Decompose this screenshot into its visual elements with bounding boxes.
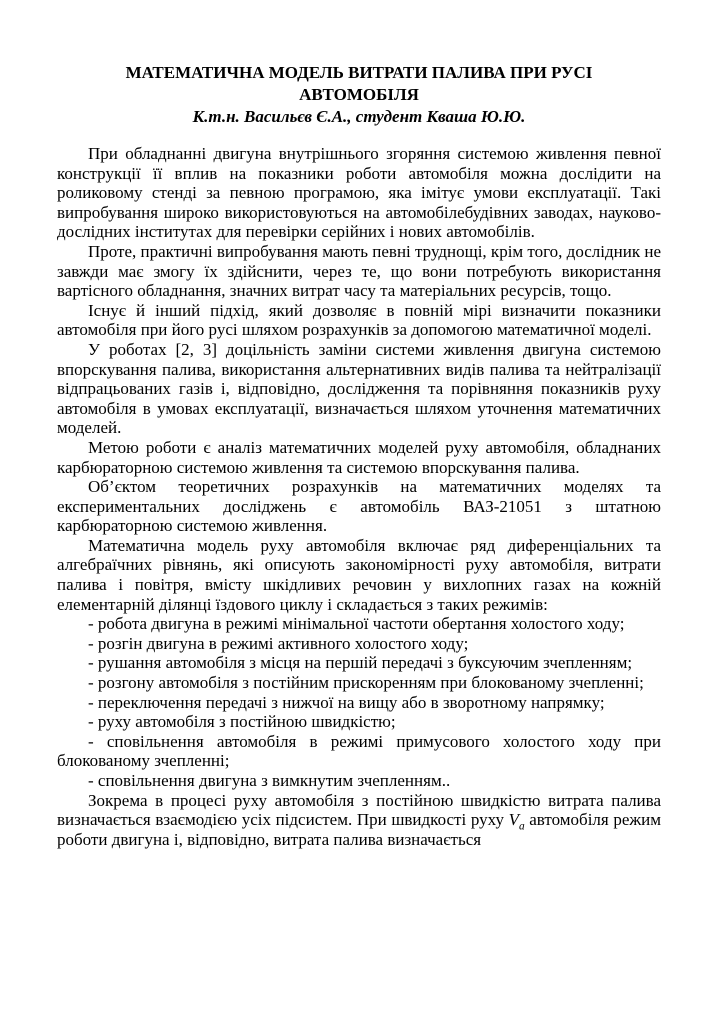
list-item-mode-8: - сповільнення двигуна з вимкнутим зчепленням..	[88, 771, 451, 790]
document-title: МАТЕМАТИЧНА МОДЕЛЬ ВИТРАТИ ПАЛИВА ПРИ РУСІ АВТОМОБІЛЯ	[125, 63, 593, 104]
list-item-mode-3: - рушання автомобіля з місця на першій передачі з буксуючим зчепленням;	[88, 653, 633, 673]
document-authors: К.т.н. Васильєв Є.А., студент Кваша Ю.Ю.	[192, 107, 526, 126]
list-item-mode-4: - розгону автомобіля з постійним прискоренням при блокованому зчепленні;	[88, 673, 644, 693]
list-item-mode-7: - сповільнення автомобіля в режимі примусового холостого ходу при блокованому зчепленні;	[57, 731, 661, 771]
list-item-mode-1: - робота двигуна в режимі мінімальної частоти обертання холостого ходу;	[88, 614, 625, 634]
list-item-mode-5: - переключення передачі з нижчої на вищу або в зворотному напрямку;	[88, 692, 605, 712]
paragraph-intro-1: При обладнанні двигуна внутрішнього згоряння системою живлення певної конструкції її вплив на показники роботи автомобіля можна дослідити на роликовому стенді за певною програмою, яка імітує умови експлуатації. Такі випробування широко використовуються на автомобілебудівних заводах, науково-дослідних інститутах для перевірки серійних і нових автомобілів.	[57, 144, 661, 242]
paragraph-goal: Метою роботи є аналіз математичних моделей руху автомобіля, обладнаних карбюраторною системою живлення та системою впорскування палива.	[57, 437, 661, 477]
paragraph-object: Об’єктом теоретичних розрахунків на математичних моделях та експериментальних досліджень є автомобіль ВАЗ-21051 з штатною карбюраторною системою живлення.	[57, 477, 661, 536]
paragraph-conclusion: Зокрема в процесі руху автомобіля з постійною швидкістю витрата палива визначається взаємодією усіх підсистем. При швидкості руху $V_a$ автомобіля режим роботи двигуна і, відповідно, витрата палива визначається	[57, 790, 661, 849]
list-item-mode-6: - руху автомобіля з постійною швидкістю;	[88, 712, 396, 732]
list-item-mode-2: - розгін двигуна в режимі активного холостого ходу;	[88, 633, 469, 653]
document-body	[57, 144, 661, 849]
paragraph-references: У роботах [2, 3] доцільність заміни системи живлення двигуна системою впорскування палива, використання альтернативних видів палива та нейтралізації відпрацьованих газів і, відповідно, дослідження та порівняння показників руху автомобіля в умовах експлуатації, визначається шляхом уточнення математичних моделей.	[57, 339, 661, 438]
paragraph-intro-3: Існує й інший підхід, який дозволяє в повній мірі визначити показники автомобіля при його русі шляхом розрахунків за допомогою математичної моделі.	[57, 300, 661, 340]
paragraph-intro-2: Проте, практичні випробування мають певні труднощі, крім того, дослідник не завжди має змогу їх здійснити, через те, що вони потребують використання вартісного обладнання, значних витрат часу та матеріальних ресурсів, тощо.	[57, 241, 661, 301]
paragraph-model-description: Математична модель руху автомобіля включає ряд диференціальних та алгебраїчних рівнянь, які описують закономірності руху автомобіля, витрати палива і повітря, вмісту шкідливих речовин у вихлопних газах на кожній елементарній ділянці їздового циклу і складається з таких режимів:	[57, 535, 661, 614]
